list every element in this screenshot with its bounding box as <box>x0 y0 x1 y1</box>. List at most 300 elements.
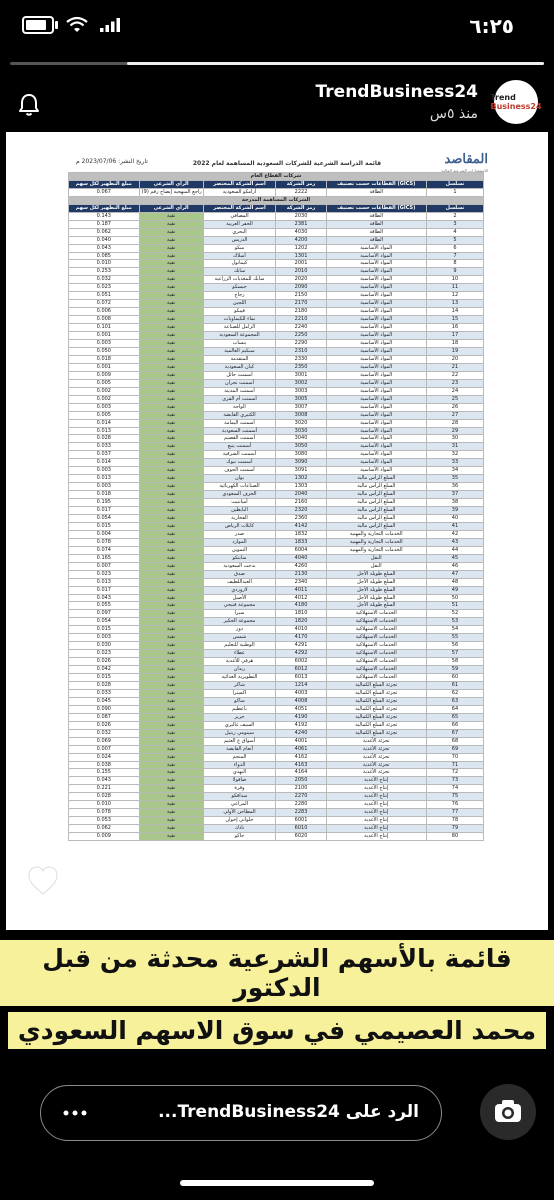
column-header: رمز الشركة <box>276 204 326 212</box>
table-row <box>69 308 484 316</box>
table-cell: المواد الأساسية <box>326 459 426 467</box>
table-cell: أسواق ع العثيم <box>203 737 276 745</box>
table-cell: أسمنت السعودية <box>203 427 276 435</box>
home-indicator <box>180 1180 374 1186</box>
table-cell: 2250 <box>276 332 326 340</box>
table-cell: 22 <box>426 371 483 379</box>
table-cell: 4192 <box>276 721 326 729</box>
table-cell: أسمنت نجران <box>203 379 276 387</box>
table-row <box>69 499 484 507</box>
table-cell: 1202 <box>276 244 326 252</box>
table-cell: نقية <box>139 570 203 578</box>
table-cell: البحري <box>203 228 276 236</box>
table-cell: 30 <box>426 435 483 443</box>
table-cell: نقية <box>139 284 203 292</box>
table-cell: 27 <box>426 411 483 419</box>
table-cell: تجزئة الأغذية <box>326 769 426 777</box>
table-row <box>69 554 484 562</box>
table-row <box>69 809 484 817</box>
table-cell: 0.013 <box>69 427 140 435</box>
avatar[interactable] <box>490 80 542 124</box>
table-cell: 0.023 <box>69 650 140 658</box>
table-cell: 13 <box>426 300 483 308</box>
table-cell: نقية <box>139 721 203 729</box>
table-cell: النقل <box>326 554 426 562</box>
avatar-line-1: Trend <box>490 93 516 102</box>
story-image-document <box>6 132 548 930</box>
table-cell: 70 <box>426 753 483 761</box>
document-title: قائمة الدراسة الشرعية للشركات السعودية المساهمة لعام 2022 <box>192 160 382 167</box>
table-row <box>69 594 484 602</box>
table-cell: 3030 <box>276 427 326 435</box>
table-cell: 0.006 <box>69 308 140 316</box>
table-cell: 21 <box>426 363 483 371</box>
table-cell: الخدمات الاستهلاكية <box>326 666 426 674</box>
table-cell: السلع طويلة الأجل <box>326 586 426 594</box>
table-cell: الواحة <box>203 403 276 411</box>
table-cell: 0.043 <box>69 594 140 602</box>
battery-icon <box>22 16 54 34</box>
table-cell: 4012 <box>276 594 326 602</box>
table-cell: 0.003 <box>69 403 140 411</box>
table-cell: 72 <box>426 769 483 777</box>
column-header: تسلسل <box>426 180 483 188</box>
table-cell: الخدمات الاستهلاكية <box>326 618 426 626</box>
table-cell: 51 <box>426 602 483 610</box>
section-listed <box>69 196 484 204</box>
table-cell: 0.042 <box>69 666 140 674</box>
table-cell: إنتاج الأغذية <box>326 801 426 809</box>
table-row <box>69 427 484 435</box>
table-cell: إنتاج الأغذية <box>326 777 426 785</box>
table-cell: 2090 <box>276 284 326 292</box>
table-cell: المواد الأساسية <box>326 324 426 332</box>
table-cell: المواد الأساسية <box>326 387 426 395</box>
table-cell: 62 <box>426 689 483 697</box>
shariah-table <box>68 172 484 841</box>
table-row <box>69 403 484 411</box>
table-cell: الطاقة <box>326 220 426 228</box>
table-cell: سابتكو <box>203 554 276 562</box>
table-cell: نقية <box>139 459 203 467</box>
table-cell: نقية <box>139 578 203 586</box>
table-cell: كيمانول <box>203 260 276 268</box>
table-row <box>69 220 484 228</box>
table-cell: 2350 <box>276 363 326 371</box>
table-row <box>69 507 484 515</box>
table-cell: المواد الأساسية <box>326 300 426 308</box>
table-cell: السلع الرأس مالية <box>326 514 426 522</box>
table-cell: 6010 <box>276 825 326 833</box>
table-cell: 17 <box>426 332 483 340</box>
table-cell: الموارد <box>203 538 276 546</box>
table-cell: كابلات الرياض <box>203 522 276 530</box>
table-cell: النقل <box>326 562 426 570</box>
table-cell: بدجت السعودية <box>203 562 276 570</box>
table-cell: نقية <box>139 347 203 355</box>
table-row <box>69 753 484 761</box>
table-cell: إنتاج الأغذية <box>326 817 426 825</box>
caption-line-2: محمد العصيمي في سوق الاسهم السعودي <box>8 1012 546 1049</box>
table-cell: 4010 <box>276 626 326 634</box>
table-cell: 0.003 <box>69 634 140 642</box>
table-cell: المواد الأساسية <box>326 332 426 340</box>
table-cell: الطاقة <box>326 188 426 196</box>
table-row <box>69 522 484 530</box>
table-row <box>69 570 484 578</box>
table-cell: سبكيم العالمية <box>203 347 276 355</box>
table-row <box>69 300 484 308</box>
table-cell: نقية <box>139 769 203 777</box>
table-cell: 6020 <box>276 833 326 841</box>
table-cell: السلع طويلة الأجل <box>326 570 426 578</box>
table-cell: 0.026 <box>69 658 140 666</box>
table-row <box>69 538 484 546</box>
table-cell: المواد الأساسية <box>326 363 426 371</box>
table-cell: المواد الأساسية <box>326 260 426 268</box>
table-cell: 0.005 <box>69 379 140 387</box>
table-cell: 48 <box>426 578 483 586</box>
table-cell: الزامل للصناعة <box>203 324 276 332</box>
table-row <box>69 252 484 260</box>
table-row <box>69 451 484 459</box>
table-row <box>69 666 484 674</box>
table-cell: 0.015 <box>69 674 140 682</box>
table-cell: أسمنت ينبع <box>203 443 276 451</box>
table-cell: كيان السعودية <box>203 363 276 371</box>
table-cell: 0.015 <box>69 626 140 634</box>
table-cell: السلع الرأس مالية <box>326 507 426 515</box>
table-cell: المواد الأساسية <box>326 411 426 419</box>
table-cell: تجزئة الأغذية <box>326 745 426 753</box>
camera-button[interactable] <box>480 1084 536 1140</box>
table-cell: 14 <box>426 308 483 316</box>
table-cell: 45 <box>426 554 483 562</box>
table-cell: 1833 <box>276 538 326 546</box>
table-cell: 63 <box>426 697 483 705</box>
table-cell: 58 <box>426 658 483 666</box>
table-cell: المواد الأساسية <box>326 451 426 459</box>
table-cell: 0.032 <box>69 729 140 737</box>
table-cell: 2170 <box>276 300 326 308</box>
table-cell: 4163 <box>276 761 326 769</box>
table-row <box>69 801 484 809</box>
table-row <box>69 188 484 196</box>
table-cell: ينساب <box>203 340 276 348</box>
clock: ٦:٢٥ <box>469 14 514 38</box>
table-cell: 38 <box>426 499 483 507</box>
table-row <box>69 395 484 403</box>
table-cell: 74 <box>426 785 483 793</box>
table-cell: السلع الرأس مالية <box>326 491 426 499</box>
table-cell: نقية <box>139 594 203 602</box>
table-cell: 0.078 <box>69 538 140 546</box>
heart-icon[interactable] <box>26 864 60 898</box>
table-cell: المواد الأساسية <box>326 443 426 451</box>
table-cell: 1820 <box>276 618 326 626</box>
bell-icon[interactable] <box>16 92 42 118</box>
table-cell: 0.067 <box>69 188 140 196</box>
table-cell: 0.050 <box>69 347 140 355</box>
table-cell: أرامكو السعودية <box>203 188 276 196</box>
table-cell: 2160 <box>276 499 326 507</box>
table-cell: 39 <box>426 507 483 515</box>
table-cell: الطاقة <box>326 212 426 220</box>
table-cell: تجزئة السلع الكمالية <box>326 689 426 697</box>
table-cell: نقية <box>139 220 203 228</box>
table-cell: الخدمات الاستهلاكية <box>326 634 426 642</box>
column-header: اسم الشركة المختصر <box>203 180 276 188</box>
table-row <box>69 435 484 443</box>
table-cell: 64 <box>426 705 483 713</box>
table-cell: نقية <box>139 427 203 435</box>
table-cell: 6012 <box>276 666 326 674</box>
table-cell: نقية <box>139 324 203 332</box>
table-cell: 29 <box>426 427 483 435</box>
account-name[interactable]: TrendBusiness24 <box>315 82 478 102</box>
table-cell: سينومي ريتيل <box>203 729 276 737</box>
table-cell: 0.017 <box>69 586 140 594</box>
reply-input[interactable] <box>40 1085 442 1141</box>
table-cell: المواد الأساسية <box>326 284 426 292</box>
table-cell: الخدمات التجارية والمهنية <box>326 530 426 538</box>
table-cell: 0.028 <box>69 682 140 690</box>
table-cell: الدواء <box>203 761 276 769</box>
table-cell: أسلاك <box>203 252 276 260</box>
table-cell: 0.030 <box>69 642 140 650</box>
table-cell: 0.053 <box>69 817 140 825</box>
post-time: منذ ٥س <box>429 106 478 122</box>
table-cell: نقية <box>139 268 203 276</box>
table-row <box>69 777 484 785</box>
table-cell: نقية <box>139 276 203 284</box>
table-cell: نقية <box>139 546 203 554</box>
table-cell: نقية <box>139 650 203 658</box>
column-header: الرأي الشرعي <box>139 204 203 212</box>
document-logo-subtitle: للاستشارات الشرعية المالية <box>441 168 488 173</box>
table-cell: 73 <box>426 777 483 785</box>
table-cell: 3091 <box>276 467 326 475</box>
table-cell: المجموعة السعودية <box>203 332 276 340</box>
table-cell: 0.014 <box>69 459 140 467</box>
table-cell: نقية <box>139 403 203 411</box>
table-cell: 0.055 <box>69 602 140 610</box>
table-row <box>69 737 484 745</box>
table-cell: 1303 <box>276 483 326 491</box>
table-cell: 0.010 <box>69 260 140 268</box>
table-cell: 2310 <box>276 347 326 355</box>
table-cell: المواد الأساسية <box>326 355 426 363</box>
table-cell: 8 <box>426 260 483 268</box>
table-row <box>69 483 484 491</box>
table-cell: السلع الرأس مالية <box>326 483 426 491</box>
table-cell: 0.037 <box>69 451 140 459</box>
table-row <box>69 674 484 682</box>
table-row <box>69 562 484 570</box>
table-cell: 0.032 <box>69 276 140 284</box>
table-cell: أميانتيت <box>203 499 276 507</box>
table-cell: الخدمات الاستهلاكية <box>326 610 426 618</box>
table-cell: نقية <box>139 682 203 690</box>
table-cell: 4051 <box>276 705 326 713</box>
table-cell: 3003 <box>276 387 326 395</box>
table-cell: 2180 <box>276 308 326 316</box>
table-cell: نقية <box>139 363 203 371</box>
table-cell: نقية <box>139 602 203 610</box>
table-cell: 25 <box>426 395 483 403</box>
table-cell: 6013 <box>276 674 326 682</box>
table-cell: 32 <box>426 451 483 459</box>
table-cell: 2240 <box>276 324 326 332</box>
table-cell: 4292 <box>276 650 326 658</box>
table-cell: نقية <box>139 411 203 419</box>
table-row <box>69 769 484 777</box>
section-public-label: شركات القطاع العام <box>69 173 484 181</box>
table-row <box>69 363 484 371</box>
table-cell: 0.009 <box>69 833 140 841</box>
table-row <box>69 268 484 276</box>
table-cell: 2330 <box>276 355 326 363</box>
table-cell: 65 <box>426 713 483 721</box>
table-cell: 0.038 <box>69 761 140 769</box>
table-cell: 11 <box>426 284 483 292</box>
table-cell: إنتاج الأغذية <box>326 809 426 817</box>
column-header: رمز الشركة <box>276 180 326 188</box>
table-row <box>69 284 484 292</box>
table-cell: الأصيل <box>203 594 276 602</box>
table-cell: 0.090 <box>69 705 140 713</box>
table-row <box>69 324 484 332</box>
table-cell: الخدمات التجارية والمهنية <box>326 538 426 546</box>
table-row <box>69 475 484 483</box>
table-cell: الوطنية للتعليم <box>203 642 276 650</box>
table-cell: نقية <box>139 395 203 403</box>
table-cell: 4200 <box>276 236 326 244</box>
table-row <box>69 697 484 705</box>
table-row <box>69 340 484 348</box>
table-cell: 2 <box>426 212 483 220</box>
table-cell: نقية <box>139 379 203 387</box>
column-header: اسم الشركة المختصر <box>203 204 276 212</box>
table-cell: نادك <box>203 825 276 833</box>
table-cell: راجع المنهجية إيضاح رقم (9) <box>139 188 203 196</box>
table-cell: 52 <box>426 610 483 618</box>
table-cell: نقية <box>139 355 203 363</box>
table-cell: 12 <box>426 292 483 300</box>
table-cell: 0.013 <box>69 578 140 586</box>
story-header <box>0 72 554 132</box>
table-cell: 2100 <box>276 785 326 793</box>
table-cell: تجزئة السلع الكمالية <box>326 682 426 690</box>
table-cell: المواد الأساسية <box>326 379 426 387</box>
table-cell: فيبكو <box>203 308 276 316</box>
table-row <box>69 618 484 626</box>
table-cell: الخدمات الاستهلاكية <box>326 650 426 658</box>
table-cell: 3080 <box>276 451 326 459</box>
table-cell: 35 <box>426 475 483 483</box>
table-cell: 0.024 <box>69 753 140 761</box>
table-cell: 71 <box>426 761 483 769</box>
table-header-row <box>69 204 484 212</box>
table-cell: 0.003 <box>69 340 140 348</box>
table-cell: 2280 <box>276 801 326 809</box>
table-cell: 33 <box>426 459 483 467</box>
table-cell: 0.007 <box>69 562 140 570</box>
table-cell: 4240 <box>276 729 326 737</box>
table-cell: المواد الأساسية <box>326 252 426 260</box>
table-cell: نقية <box>139 443 203 451</box>
table-cell: 56 <box>426 642 483 650</box>
table-cell: نقية <box>139 316 203 324</box>
table-cell: المصافي <box>203 212 276 220</box>
table-cell: 68 <box>426 737 483 745</box>
table-row <box>69 530 484 538</box>
table-cell: 4291 <box>276 642 326 650</box>
table-cell: 4003 <box>276 689 326 697</box>
table-cell: 1 <box>426 188 483 196</box>
table-cell: 0.004 <box>69 530 140 538</box>
table-cell: 0.040 <box>69 236 140 244</box>
table-cell: البابطين <box>203 507 276 515</box>
table-cell: 0.014 <box>69 419 140 427</box>
table-cell: نقية <box>139 777 203 785</box>
table-row <box>69 713 484 721</box>
table-cell: 1810 <box>276 610 326 618</box>
table-row <box>69 212 484 220</box>
table-row <box>69 658 484 666</box>
table-cell: تجزئة الأغذية <box>326 753 426 761</box>
table-cell: 19 <box>426 347 483 355</box>
table-cell: الخدمات الاستهلاكية <box>326 642 426 650</box>
table-cell: 69 <box>426 745 483 753</box>
table-cell: 0.069 <box>69 737 140 745</box>
table-cell: 6004 <box>276 546 326 554</box>
table-row <box>69 817 484 825</box>
table-cell: 0.253 <box>69 268 140 276</box>
table-cell: 80 <box>426 833 483 841</box>
table-cell: 15 <box>426 316 483 324</box>
table-row <box>69 745 484 753</box>
table-cell: 53 <box>426 618 483 626</box>
table-cell: 2210 <box>276 316 326 324</box>
table-cell: 0.195 <box>69 499 140 507</box>
table-cell: 0.023 <box>69 570 140 578</box>
table-cell: 0.008 <box>69 316 140 324</box>
table-cell: 6001 <box>276 817 326 825</box>
table-cell: شمس <box>203 634 276 642</box>
reply-placeholder: الرد على TrendBusiness24... <box>158 1102 419 1122</box>
table-cell: 0.221 <box>69 785 140 793</box>
table-cell: 4142 <box>276 522 326 530</box>
table-cell: 3 <box>426 220 483 228</box>
table-cell: نقية <box>139 244 203 252</box>
table-cell: 10 <box>426 276 483 284</box>
table-cell: ريدان <box>203 666 276 674</box>
table-cell: التموين <box>203 546 276 554</box>
table-cell: أسمنت أم القرى <box>203 395 276 403</box>
table-cell: 4 <box>426 228 483 236</box>
table-cell: 2283 <box>276 809 326 817</box>
more-dots-icon[interactable] <box>63 1110 87 1116</box>
table-cell: 3040 <box>276 435 326 443</box>
table-row <box>69 586 484 594</box>
caption-line-1: قائمة بالأسهم الشرعية محدثة من قبل الدكتور <box>0 940 554 1006</box>
table-cell: نقية <box>139 689 203 697</box>
table-cell: المطاحن الأولى <box>203 809 276 817</box>
table-cell: المواد الأساسية <box>326 308 426 316</box>
table-cell: 0.002 <box>69 387 140 395</box>
table-row <box>69 491 484 499</box>
